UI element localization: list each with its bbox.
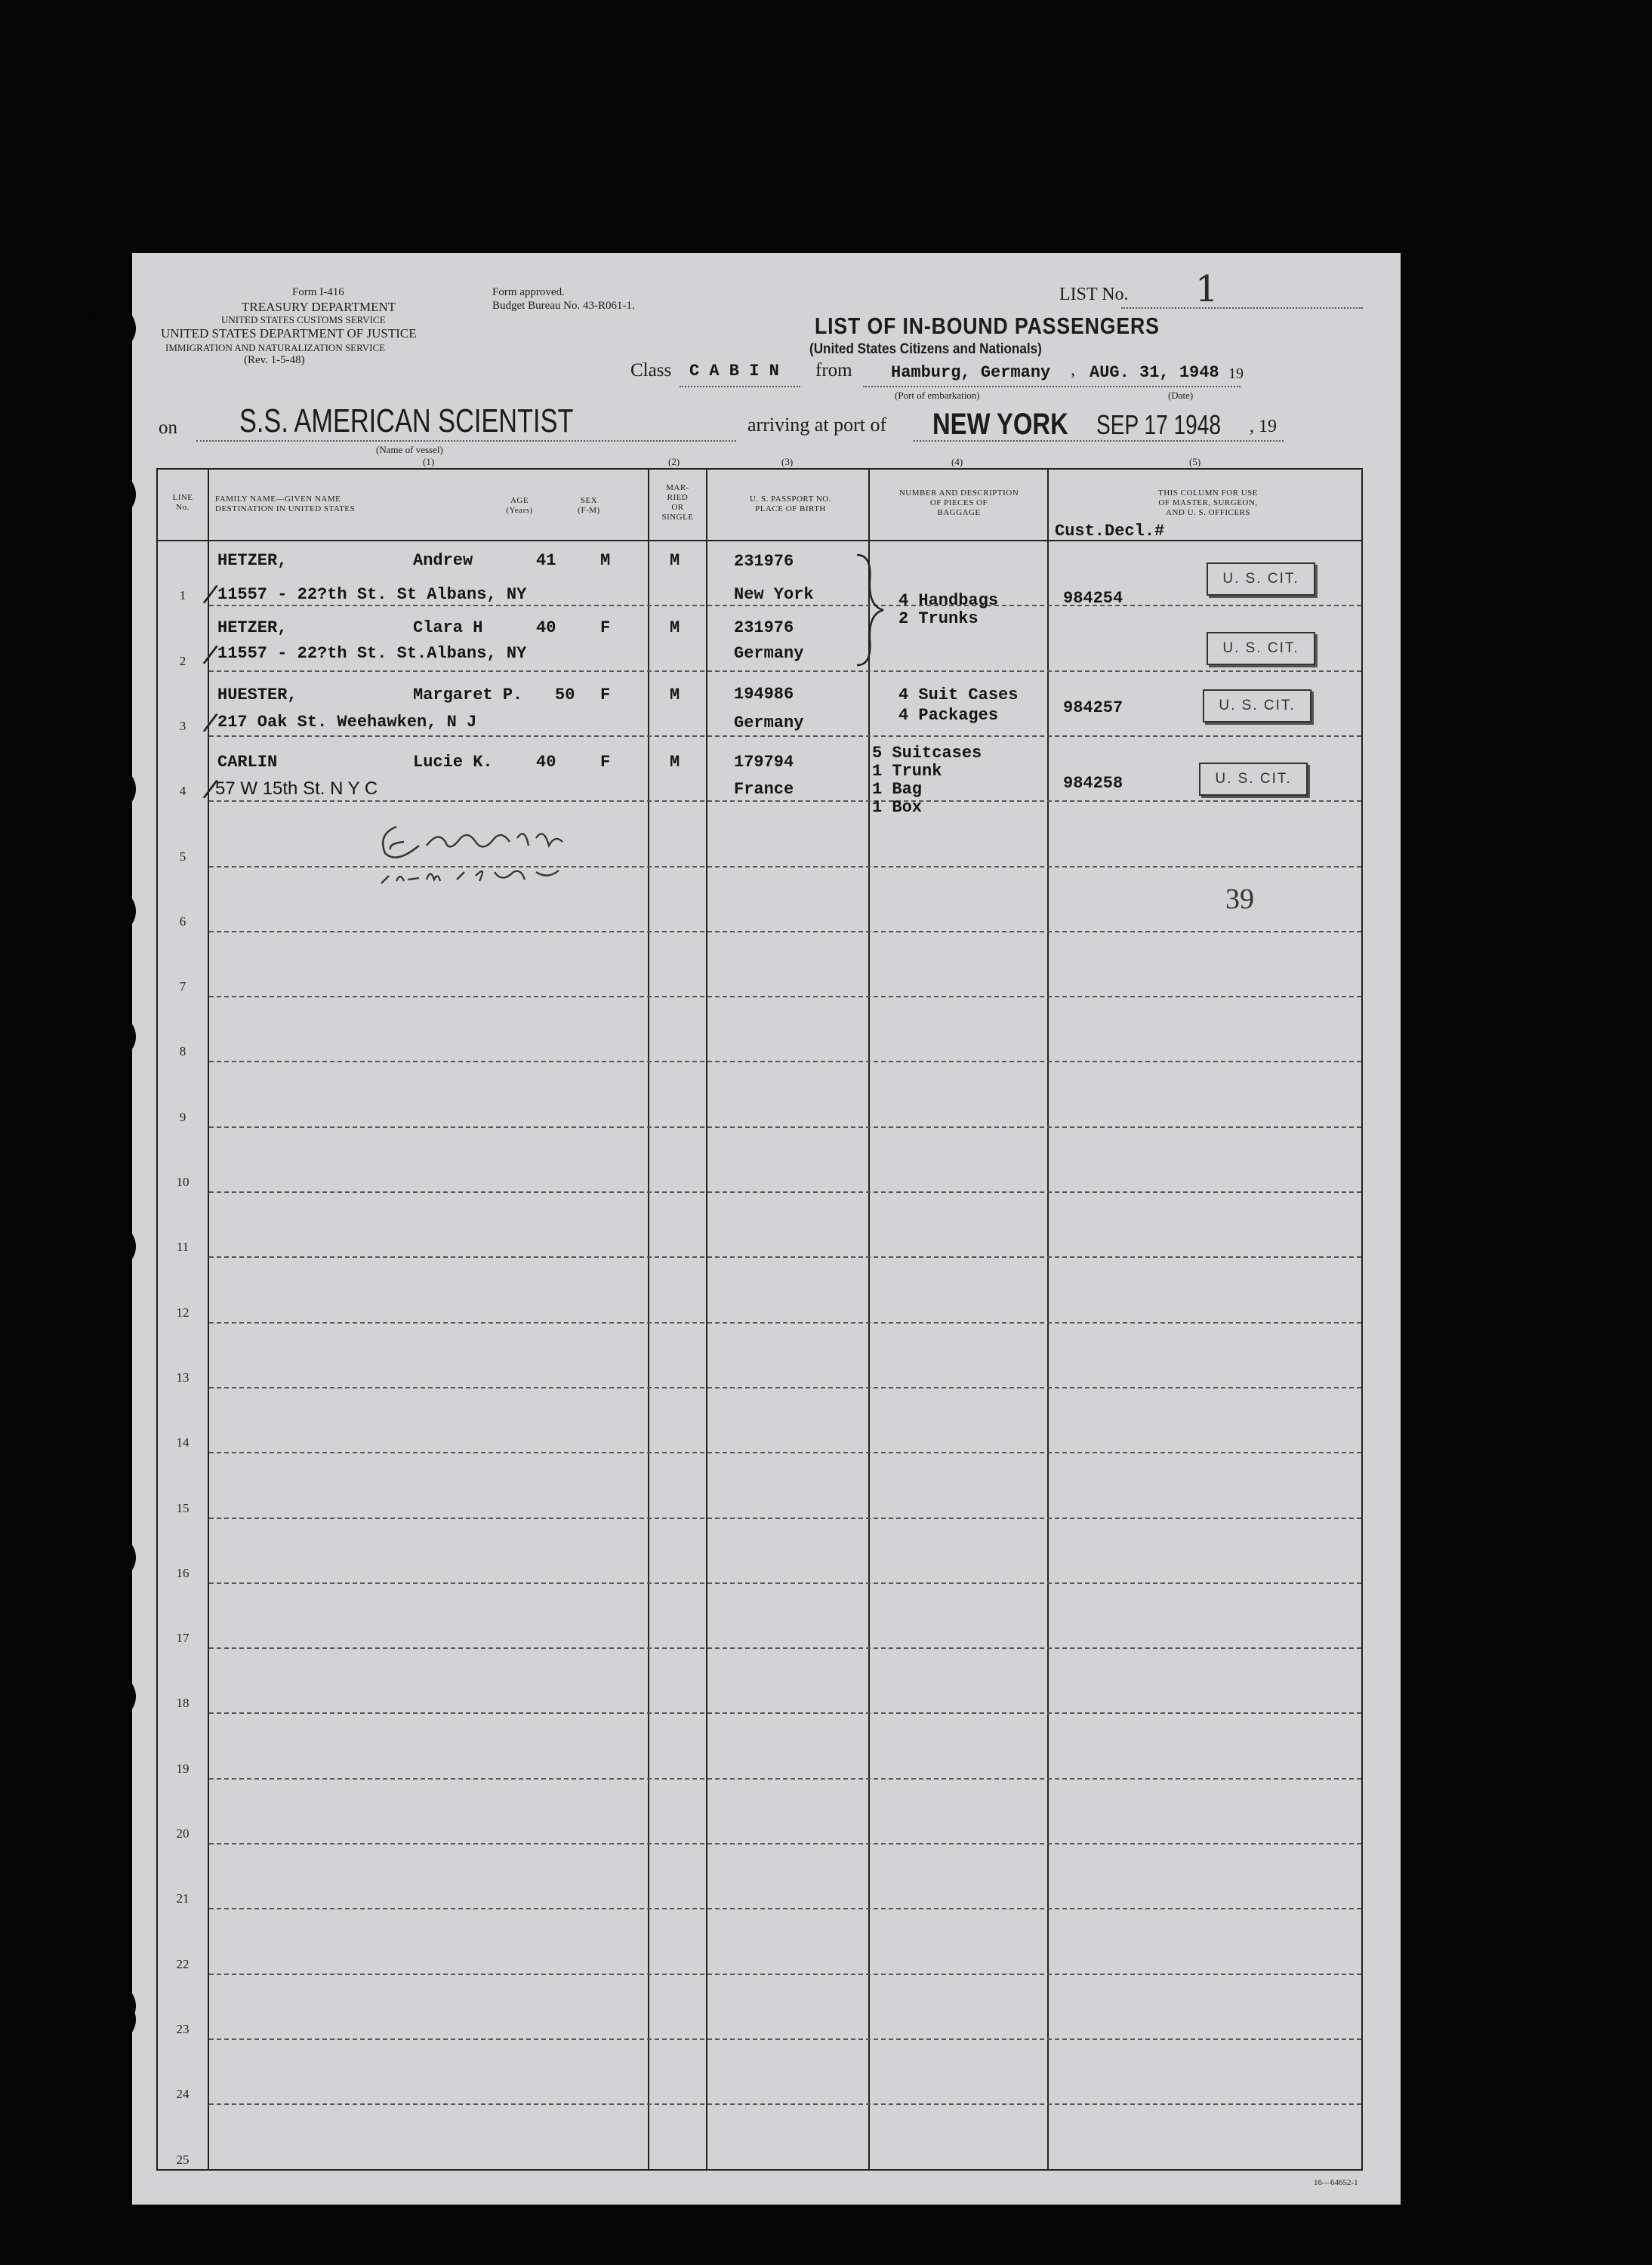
place-of-birth: Germany [734,644,804,663]
row-rule [209,1322,1361,1324]
ins-label: IMMIGRATION AND NATURALIZATION SERVICE [165,342,386,353]
row-rule [209,1582,1361,1584]
baggage-item: 4 Suit Cases [898,686,1019,704]
baggage-item: 1 Trunk [872,762,942,781]
us-citizen-stamp: U. S. CIT. [1199,763,1308,796]
header-line-no-text: LINE No. [172,493,193,512]
row-rule [209,735,1361,737]
col-divider-married [706,468,707,2171]
check-mark: / [201,773,220,805]
row-rule [209,1061,1361,1062]
passenger-family-name: HETZER, [217,551,288,570]
passenger-address: 57 W 15th St. N Y C [215,778,378,799]
header-passport-line1: U. S. PASSPORT NO. [750,495,831,504]
customs-declaration-label: Cust.Decl.# [1055,522,1165,541]
line-number: 9 [179,1110,186,1124]
place-of-birth: Germany [734,713,804,732]
header-married-line3: OR [671,503,684,512]
from-line [863,386,1241,387]
line-number: 17 [176,1631,190,1645]
passenger-given-name: Lucie K. [413,753,493,772]
line-number: 2 [179,654,186,668]
row-rule [209,1908,1361,1909]
us-citizen-stamp: U. S. CIT. [1207,562,1315,596]
date-caption: (Date) [1168,390,1194,401]
line-number: 5 [179,849,186,864]
col-num-4: (4) [951,456,963,467]
table-bottom-rule [156,2169,1363,2171]
row-rule [209,1518,1361,1519]
list-no-label: LIST No. [1059,285,1129,304]
punch-hole [91,1674,136,1719]
line-number: 7 [179,979,186,994]
passenger-given-name: Andrew [413,551,473,570]
year-printed: 19 [1228,365,1244,382]
passenger-given-name: Clara H [413,618,483,637]
baggage-item: 5 Suitcases [872,744,982,763]
row-rule [209,1712,1361,1714]
row-rule [209,1256,1361,1258]
header-baggage-line1: NUMBER AND DESCRIPTION [898,488,1019,498]
header-officers-line3: AND U. S. OFFICERS [1166,508,1250,517]
header-age-line2: (Years) [506,506,533,515]
line-number: 1 [179,588,186,602]
row-rule [209,931,1361,932]
passenger-age: 41 [536,551,556,570]
header-name [215,495,442,514]
line-number: 18 [176,1696,190,1710]
row-rule [209,670,1361,672]
header-line-no [158,493,208,513]
row-rule [209,1126,1361,1128]
line-number: 4 [179,784,186,798]
col-divider-passport [868,468,870,2171]
passenger-family-name: HUESTER, [217,686,297,704]
passenger-sex: F [600,618,611,637]
passport-number: 194986 [734,685,794,704]
line-number: 12 [176,1305,190,1320]
place-of-birth: New York [734,585,814,604]
passenger-marital: M [670,753,680,772]
line-number: 21 [176,1891,190,1906]
row-rule [209,2103,1361,2105]
arrival-year-suffix: , 19 [1250,417,1277,436]
header-married-line1: MAR- [666,483,689,492]
passenger-family-name: HETZER, [217,618,288,637]
line-number: 11 [176,1240,190,1254]
row-rule [209,1843,1361,1844]
header-name-line2: DESTINATION IN UNITED STATES [215,504,356,513]
arriving-label: arriving at port of [747,414,887,436]
passenger-age: 40 [536,753,556,772]
header-sex [566,496,612,516]
class-label: Class [630,360,672,381]
table-right-border [1361,468,1363,2171]
row-rule [209,1387,1361,1388]
baggage-brace [853,553,891,667]
list-no-value: 1 [1195,268,1219,310]
col-num-2: (2) [668,456,680,467]
form-approved: Form approved. [492,286,565,298]
header-married [649,483,706,522]
passenger-age: 40 [536,618,556,637]
form-subtitle: (United States Citizens and Nationals) [809,341,1042,357]
header-passport [719,495,862,514]
vessel-caption: (Name of vessel) [376,444,443,455]
col-divider-name [648,468,649,2171]
line-number: 3 [179,719,186,733]
comma: , [1071,360,1075,380]
check-mark: / [201,578,220,610]
form-title: LIST OF IN-BOUND PASSENGERS [815,313,1160,339]
passenger-age: 50 [555,686,575,704]
header-baggage-line3: BAGGAGE [937,508,981,517]
us-citizen-stamp: U. S. CIT. [1207,632,1315,665]
inspector-signature [374,812,630,902]
arrival-line [914,440,1284,442]
vessel-line [196,440,736,442]
table-left-border [156,468,158,2171]
passenger-marital: M [670,686,680,704]
check-mark: / [201,707,220,738]
punch-hole [91,1535,136,1580]
line-number: 15 [176,1501,190,1515]
print-code: 16—64652-1 [1314,2178,1358,2187]
punch-hole [91,306,136,351]
passenger-given-name: Margaret P. [413,686,523,704]
arrival-date-stamp: SEP 17 1948 [1096,409,1221,440]
port-caption: (Port of embarkation) [895,390,980,401]
punch-hole [91,1983,136,2029]
customs-declaration-no: 984258 [1063,774,1123,793]
table-header-rule [156,540,1363,541]
row-rule [209,1452,1361,1453]
punch-hole [91,889,136,934]
passenger-marital: M [670,551,680,570]
row-rule [209,1647,1361,1649]
passenger-sex: F [600,753,611,772]
punch-hole [91,766,136,812]
row-rule [209,1191,1361,1193]
embarkation-port: Hamburg, Germany [891,363,1051,382]
customs-service: UNITED STATES CUSTOMS SERVICE [221,314,386,325]
row-rule [209,605,1361,606]
customs-declaration-no: 984254 [1063,589,1123,608]
row-rule [209,2038,1361,2040]
budget-bureau-no: Budget Bureau No. 43-R061-1. [492,300,635,312]
baggage-item: 4 Handbags [898,591,999,610]
passenger-address: 11557 - 22?th St. St.Albans, NY [217,644,527,663]
line-number: 8 [179,1044,186,1059]
header-officers-line2: OF MASTER, SURGEON, [1158,498,1258,507]
line-number: 6 [179,914,186,929]
line-number: 16 [176,1566,190,1580]
passport-number: 231976 [734,552,794,571]
class-line [680,386,800,387]
line-number: 23 [176,2022,190,2036]
vessel-name: S.S. AMERICAN SCIENTIST [239,402,574,439]
row-rule [209,1974,1361,1975]
header-sex-line2: (F-M) [578,506,600,515]
revision-date: (Rev. 1-5-48) [244,354,305,366]
header-baggage [872,488,1046,518]
header-officers [1061,488,1355,518]
baggage-item: 1 Bag [872,780,923,799]
customs-declaration-no: 984257 [1063,698,1123,717]
header-age [497,496,542,516]
header-name-line1: FAMILY NAME—GIVEN NAME [215,495,341,504]
row-rule [209,800,1361,802]
class-value: C A B I N [689,362,779,381]
header-passport-line2: PLACE OF BIRTH [755,504,826,513]
justice-dept: UNITED STATES DEPARTMENT OF JUSTICE [161,326,417,341]
line-number: 25 [176,2153,190,2167]
punch-hole [91,1014,136,1059]
col-num-1: (1) [423,456,435,467]
header-married-line2: RIED [667,493,689,502]
us-citizen-stamp: U. S. CIT. [1203,689,1311,723]
header-married-line4: SINGLE [661,513,694,522]
arrival-port: NEW YORK [932,408,1068,441]
embarkation-date: AUG. 31, 1948 [1090,363,1219,382]
form-number: Form I-416 [292,286,344,298]
header-sex-line1: SEX [580,496,598,505]
check-mark: / [201,639,220,670]
baggage-item: 1 Box [872,798,923,817]
passenger-sex: M [600,551,611,570]
passenger-manifest-sheet [132,253,1401,2205]
baggage-item: 4 Packages [898,706,999,725]
header-age-line1: AGE [510,496,529,505]
treasury-dept: TREASURY DEPARTMENT [242,300,396,314]
punch-hole [91,1224,136,1269]
line-number: 14 [176,1435,190,1450]
baggage-item: 2 Trunks [898,609,979,628]
punch-hole [91,472,136,517]
header-officers-line1: THIS COLUMN FOR USE [1157,488,1259,498]
passenger-marital: M [670,618,680,637]
passenger-address: 217 Oak St. Weehawken, N J [217,713,477,732]
list-no-line [1121,307,1363,309]
col-divider-baggage [1047,468,1049,2171]
line-number: 22 [176,1957,190,1971]
table-top-rule [156,468,1363,470]
row-rule [209,1778,1361,1780]
from-label: from [815,360,852,381]
page-number: 39 [1225,883,1254,915]
line-number: 24 [176,2087,190,2101]
line-number: 20 [176,1826,190,1841]
line-number: 19 [176,1761,190,1776]
row-rule [209,996,1361,997]
line-number: 13 [176,1370,190,1385]
col-num-5: (5) [1189,456,1201,467]
col-num-3: (3) [781,456,794,467]
passport-number: 179794 [734,753,794,772]
passenger-address: 11557 - 22?th St. St Albans, NY [217,585,527,604]
passenger-family-name: CARLIN [217,753,278,772]
line-number: 10 [176,1175,190,1189]
passport-number: 231976 [734,618,794,637]
on-label: on [159,418,177,438]
place-of-birth: France [734,780,794,799]
header-baggage-line2: OF PIECES OF [929,498,988,507]
passenger-sex: F [600,686,611,704]
